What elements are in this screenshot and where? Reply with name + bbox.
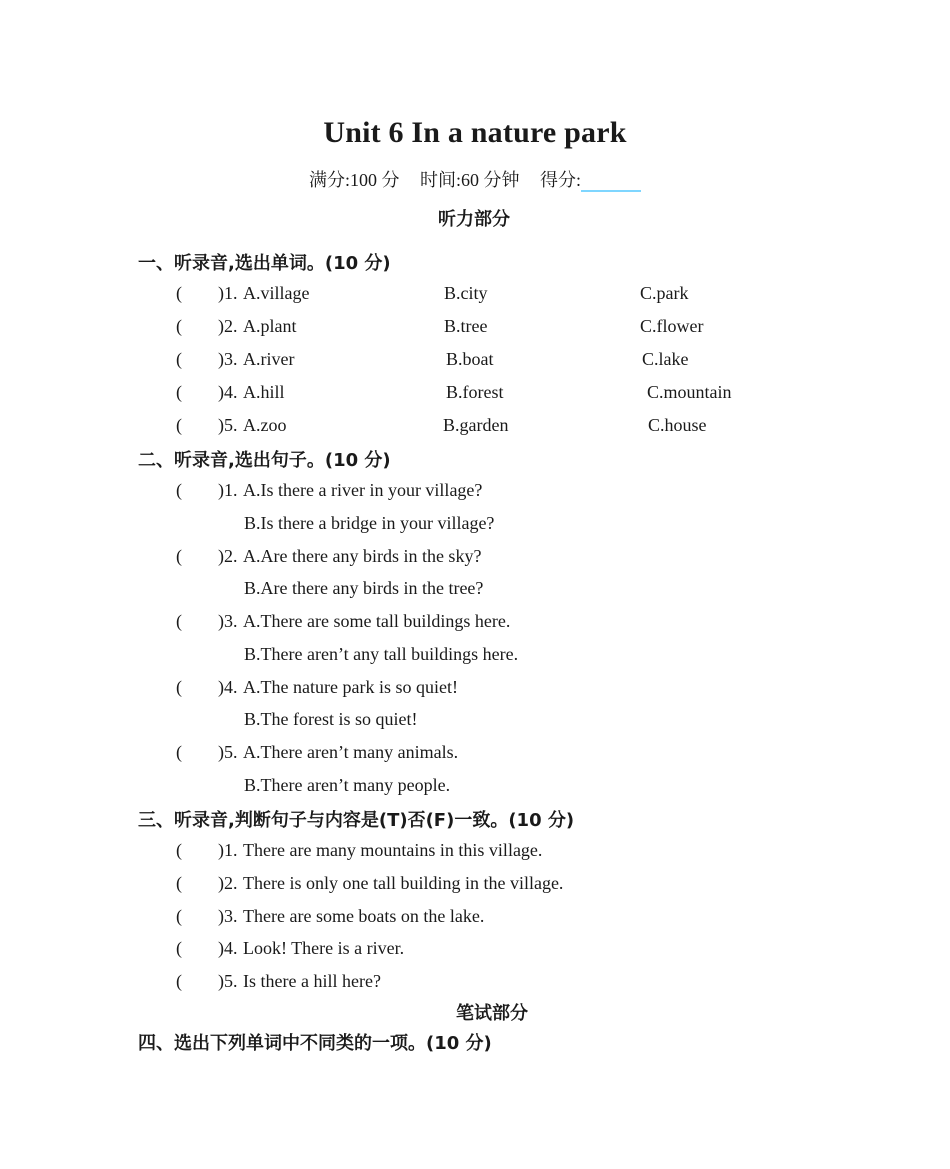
s2-question-2-option-b: B.Are there any birds in the tree?: [244, 578, 484, 598]
answer-paren[interactable]: (: [176, 480, 182, 500]
option-c: C.lake: [642, 349, 689, 369]
question-number: )4.: [218, 382, 238, 402]
part-writing: 笔试部分: [456, 1003, 528, 1024]
answer-paren[interactable]: (: [176, 382, 182, 402]
option-a: A.Is there a river in your village?: [243, 480, 483, 500]
option-c: C.park: [640, 283, 689, 303]
score-blank[interactable]: [581, 172, 641, 192]
answer-paren[interactable]: (: [176, 938, 182, 958]
option-a: A.Are there any birds in the sky?: [243, 546, 482, 566]
question-number: )5.: [218, 415, 238, 435]
question-number: )2.: [218, 873, 238, 893]
option-c: C.mountain: [647, 382, 732, 402]
answer-paren[interactable]: (: [176, 906, 182, 926]
score-label: 得分:: [540, 170, 582, 190]
answer-paren[interactable]: (: [176, 677, 182, 697]
question-number: )1.: [218, 283, 238, 303]
option-a: A.hill: [243, 382, 285, 402]
exam-meta: [0, 166, 950, 192]
question-number: )4.: [218, 677, 238, 697]
option-a: A.river: [243, 349, 295, 369]
answer-paren[interactable]: (: [176, 840, 182, 860]
statement: There is only one tall building in the village.: [243, 873, 564, 893]
option-c: C.flower: [640, 316, 704, 336]
score-field: [540, 170, 641, 190]
statement: Look! There is a river.: [243, 938, 405, 958]
option-a: A.plant: [243, 316, 297, 336]
option-c: C.house: [648, 415, 707, 435]
s2-question-4-option-b: B.The forest is so quiet!: [244, 709, 418, 729]
answer-paren[interactable]: (: [176, 546, 182, 566]
part-listening: 听力部分: [438, 209, 510, 230]
page-title: Unit 6 In a nature park: [323, 116, 627, 149]
answer-paren[interactable]: (: [176, 611, 182, 631]
answer-paren[interactable]: (: [176, 742, 182, 762]
option-b: B.forest: [446, 382, 504, 402]
section-2-heading: 二、听录音,选出句子。(10 分): [138, 450, 391, 471]
option-a: A.There are some tall buildings here.: [243, 611, 511, 631]
answer-paren[interactable]: (: [176, 316, 182, 336]
answer-paren[interactable]: (: [176, 873, 182, 893]
section-3-heading: 三、听录音,判断句子与内容是(T)否(F)一致。(10 分): [138, 810, 575, 831]
statement: There are many mountains in this village.: [243, 840, 543, 860]
s2-question-3-option-b: B.There aren’t any tall buildings here.: [244, 644, 519, 664]
section-1-heading: 一、听录音,选出单词。(10 分): [138, 253, 391, 274]
s2-question-5-option-b: B.There aren’t many people.: [244, 775, 451, 795]
statement: Is there a hill here?: [243, 971, 381, 991]
option-b: B.city: [444, 283, 488, 303]
answer-paren[interactable]: (: [176, 971, 182, 991]
option-b: B.boat: [446, 349, 494, 369]
question-number: )2.: [218, 546, 238, 566]
question-number: )1.: [218, 840, 238, 860]
statement: There are some boats on the lake.: [243, 906, 485, 926]
question-number: )4.: [218, 938, 238, 958]
question-number: )5.: [218, 742, 238, 762]
option-a: A.The nature park is so quiet!: [243, 677, 458, 697]
question-number: )2.: [218, 316, 238, 336]
option-a: A.zoo: [243, 415, 287, 435]
option-a: A.village: [243, 283, 310, 303]
question-number: )3.: [218, 906, 238, 926]
answer-paren[interactable]: (: [176, 283, 182, 303]
time-limit: 时间:60 分钟: [419, 170, 520, 190]
s2-question-1-option-b: B.Is there a bridge in your village?: [244, 513, 495, 533]
option-b: B.tree: [444, 316, 488, 336]
question-number: )3.: [218, 611, 238, 631]
full-score: 满分:100 分: [308, 170, 400, 190]
question-number: )3.: [218, 349, 238, 369]
option-b: B.garden: [443, 415, 509, 435]
option-a: A.There aren’t many animals.: [243, 742, 459, 762]
question-number: )5.: [218, 971, 238, 991]
answer-paren[interactable]: (: [176, 415, 182, 435]
answer-paren[interactable]: (: [176, 349, 182, 369]
question-number: )1.: [218, 480, 238, 500]
section-4-heading: 四、选出下列单词中不同类的一项。(10 分): [138, 1033, 492, 1054]
